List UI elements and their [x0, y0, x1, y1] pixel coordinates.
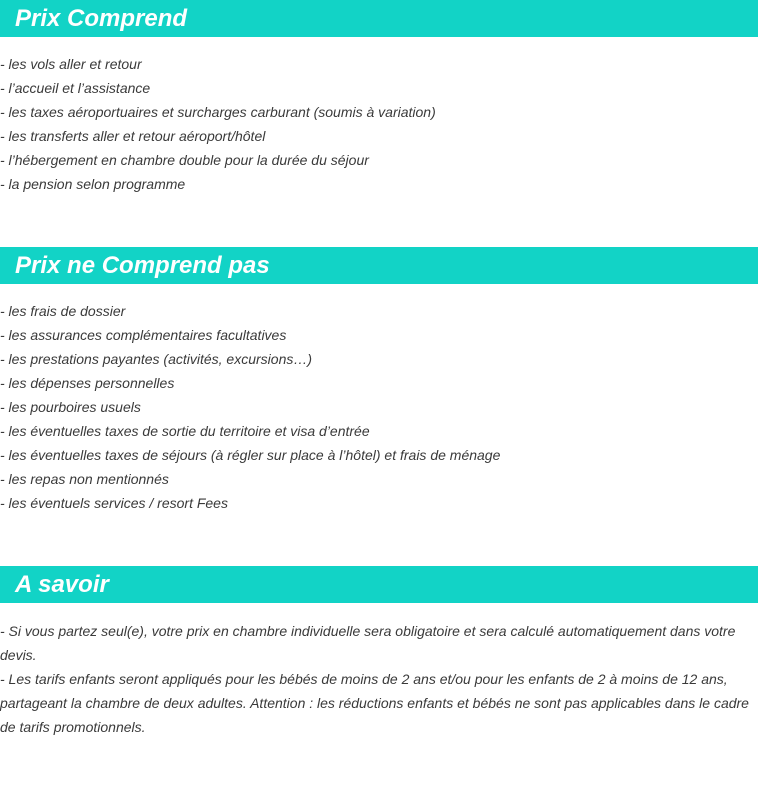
- list-item: - les éventuelles taxes de séjours (à régler sur place à l’hôtel) et frais de ménage: [0, 447, 501, 463]
- section-title-prix-comprend: Prix Comprend: [0, 0, 758, 37]
- list-item: - l’hébergement en chambre double pour la durée du séjour: [0, 152, 369, 168]
- excluded-list: [0, 299, 758, 515]
- list-item: - les pourboires usuels: [0, 399, 141, 415]
- list-item: - les prestations payantes (activités, excursions…): [0, 351, 313, 367]
- list-item: - les repas non mentionnés: [0, 471, 169, 487]
- list-item: - les frais de dossier: [0, 303, 126, 319]
- list-item: - l’accueil et l’assistance: [0, 80, 151, 96]
- list-item: - les taxes aéroportuaires et surcharges carburant (soumis à variation): [0, 104, 436, 120]
- list-item: - les transferts aller et retour aéroport/hôtel: [0, 128, 266, 144]
- section-a-savoir: [0, 566, 758, 739]
- section-title-a-savoir: A savoir: [0, 566, 758, 603]
- list-item: - les vols aller et retour: [0, 56, 142, 72]
- info-paragraph: - Si vous partez seul(e), votre prix en chambre individuelle sera obligatoire et sera calculé automatiquement dans votre devis.: [0, 623, 736, 663]
- list-item: - les assurances complémentaires facultatives: [0, 327, 287, 343]
- section-prix-ne-comprend-pas: [0, 247, 758, 515]
- info-paragraph: - Les tarifs enfants seront appliqués pour les bébés de moins de 2 ans et/ou pour les enfants de 2 à moins de 12 ans, partageant la chambre de deux adultes. Attention : les réductions enfants et bébés ne sont pas applicables dans le cadre de tarifs promotionnels.: [0, 671, 749, 735]
- list-item: - la pension selon programme: [0, 176, 186, 192]
- section-title-prix-ne-comprend-pas: Prix ne Comprend pas: [0, 247, 758, 284]
- list-item: - les éventuels services / resort Fees: [0, 495, 228, 511]
- included-list: [0, 52, 758, 196]
- list-item: - les dépenses personnelles: [0, 375, 175, 391]
- list-item: - les éventuelles taxes de sortie du territoire et visa d’entrée: [0, 423, 370, 439]
- info-body: [0, 619, 758, 739]
- section-prix-comprend: [0, 0, 758, 196]
